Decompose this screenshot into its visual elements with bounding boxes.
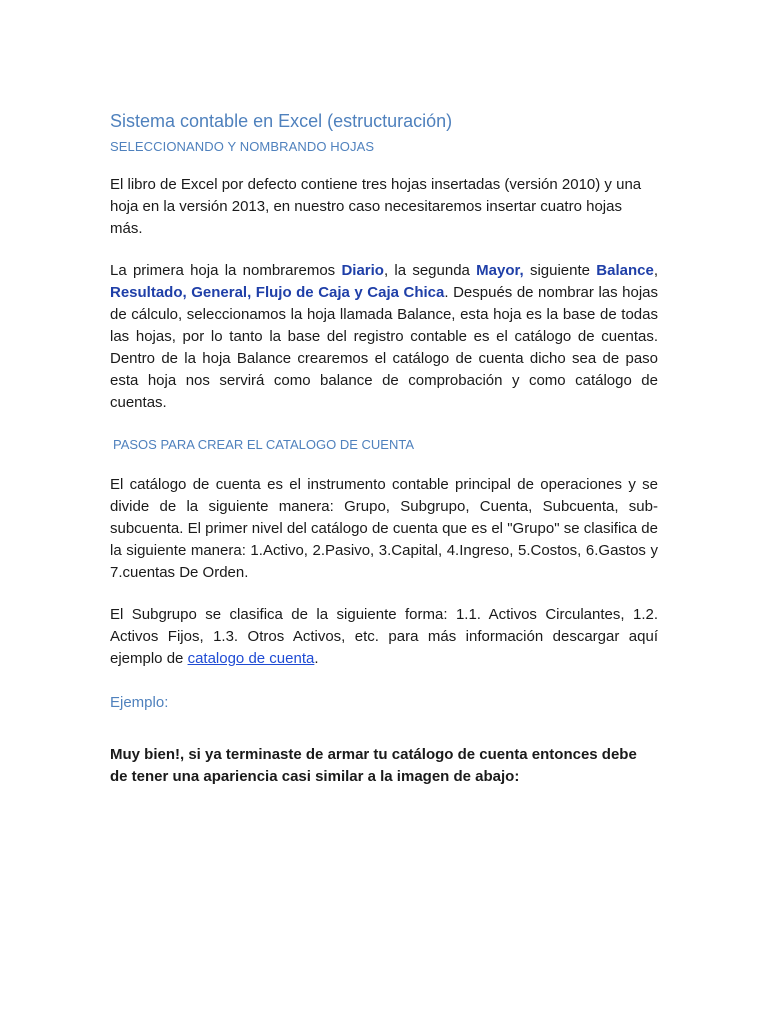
paragraph-sheets-text-2: , la segunda: [383, 262, 477, 279]
paragraph-sheets-text-4: ,: [653, 262, 658, 279]
sheet-name-diario: Diario: [341, 262, 384, 279]
sheet-name-mayor: Mayor,: [476, 262, 524, 279]
paragraph-intro: El libro de Excel por defecto contiene tres hojas insertadas (versión 2010) y una hoja en la versión 2013, en nuestro caso necesitaremos insertar cuatro hojas más.: [110, 176, 642, 237]
paragraph-sheets-text-5: . Después de nombrar las hojas de cálculo, seleccionamos la hoja llamada Balance, esta hoja es la base de todas las hojas, por lo tanto la base del registro contable es el catálogo de cuentas. Dentro de la hoja Balance crearemos el catálogo de cuenta dicho sea de paso esta hoja nos servirá como balance de comprobación y como catálogo de cuentas.: [110, 284, 659, 411]
document-title: Sistema contable en Excel (estructuración): [110, 111, 453, 131]
paragraph-subgrupo: [110, 604, 658, 670]
catalogo-de-cuenta-link[interactable]: catalogo de cuenta: [187, 650, 315, 667]
document-subtitle: SELECCIONANDO Y NOMBRANDO HOJAS: [110, 139, 375, 154]
paragraph-sheets: [110, 260, 658, 414]
paragraph-closing: Muy bien!, si ya terminaste de armar tu catálogo de cuenta entonces debe de tener una apariencia casi similar a la imagen de abajo:: [110, 746, 637, 785]
sheet-name-balance: Balance: [596, 262, 654, 279]
paragraph-subgrupo-end: .: [314, 650, 319, 667]
document-content: [110, 106, 658, 808]
example-heading: Ejemplo:: [110, 694, 169, 711]
sheet-names-others: Resultado, General, Flujo de Caja y Caja Chica: [110, 284, 445, 301]
section-heading-catalogo: PASOS PARA CREAR EL CATALOGO DE CUENTA: [113, 437, 414, 452]
paragraph-subgrupo-text: El Subgrupo se clasifica de la siguiente forma: 1.1. Activos Circulantes, 1.2. Activos Fijos, 1.3. Otros Activos, etc. para más información descargar aquí ejemplo de: [110, 606, 658, 667]
paragraph-sheets-text-1: La primera hoja la nombraremos: [110, 262, 342, 279]
paragraph-sheets-text-3: siguiente: [523, 262, 597, 279]
paragraph-catalogo: El catálogo de cuenta es el instrumento contable principal de operaciones y se divide de la siguiente manera: Grupo, Subgrupo, Cuenta, Subcuenta, sub-subcuenta. El primer nivel del catálogo de cuenta que es el "Grupo" se clasifica de la siguiente manera: 1.Activo, 2.Pasivo, 3.Capital, 4.Ingreso, 5.Costos, 6.Gastos y 7.cuentas De Orden.: [110, 476, 658, 581]
